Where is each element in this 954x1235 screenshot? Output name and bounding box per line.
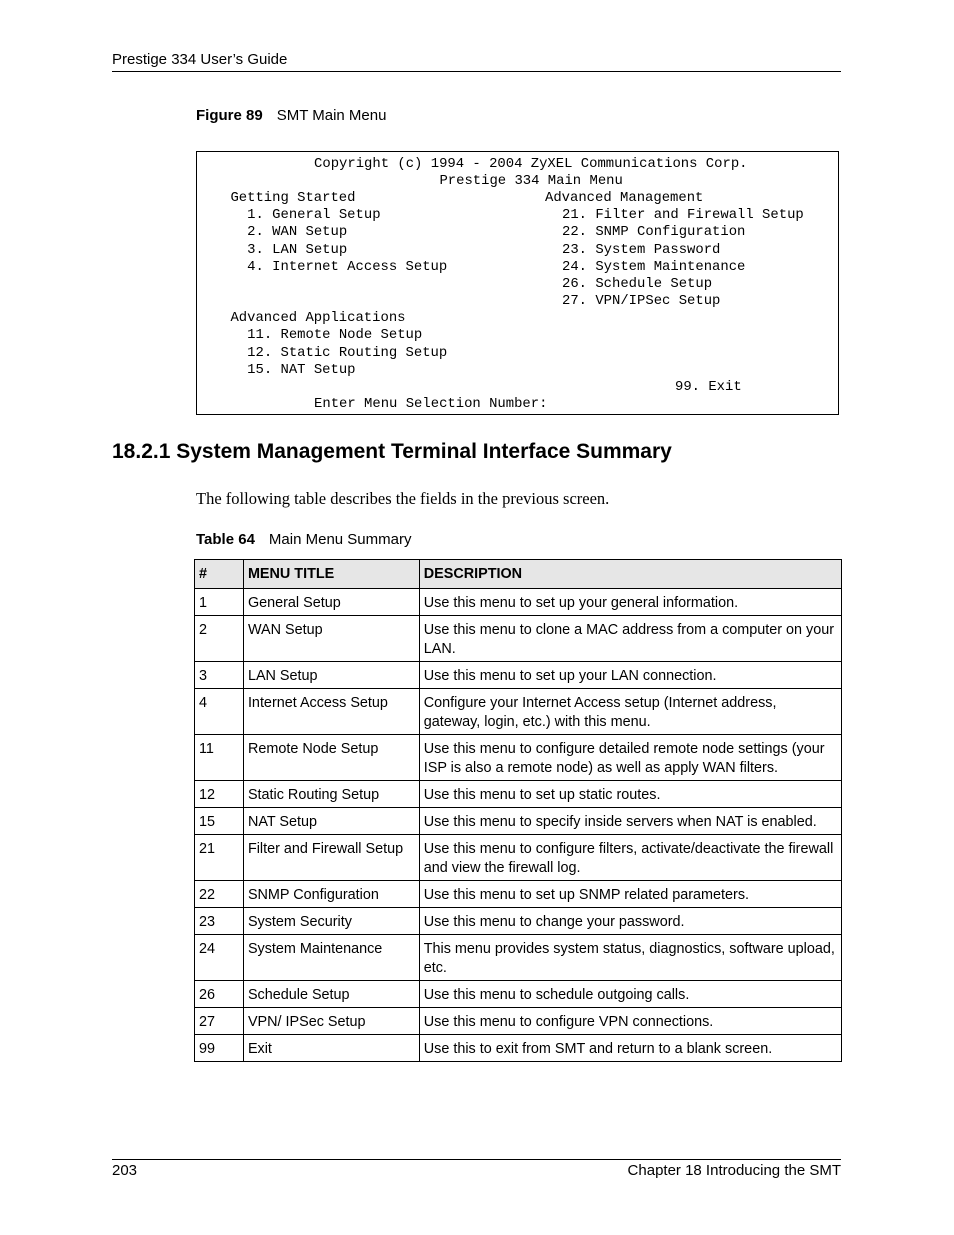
cell-number: 24 — [195, 935, 244, 981]
terminal-line: 22. SNMP Configuration — [562, 224, 746, 240]
smt-main-menu-screen — [196, 151, 839, 415]
page-number: 203 — [112, 1162, 138, 1179]
terminal-line: 2. WAN Setup — [247, 224, 348, 240]
cell-description: Use this menu to set up your general information. — [419, 589, 841, 616]
figure-title: SMT Main Menu — [276, 107, 387, 124]
figure-caption — [196, 107, 386, 124]
main-menu-summary-table — [194, 559, 842, 1062]
cell-menu-title: Filter and Firewall Setup — [243, 835, 419, 881]
terminal-line: 3. LAN Setup — [247, 242, 348, 258]
cell-description: Use this menu to clone a MAC address from a computer on your LAN. — [419, 616, 841, 662]
cell-description: Use this menu to set up your LAN connection. — [419, 662, 841, 689]
cell-description: Use this menu to set up SNMP related parameters. — [419, 881, 841, 908]
chapter-title: Chapter 18 Introducing the SMT — [627, 1162, 841, 1179]
figure-label: Figure 89 — [196, 107, 263, 124]
cell-description: Use this menu to configure filters, activate/deactivate the firewall and view the firewall log. — [419, 835, 841, 881]
terminal-line: Advanced Management — [545, 190, 704, 206]
terminal-line: 1. General Setup — [247, 207, 381, 223]
cell-description: Use this menu to configure detailed remote node settings (your ISP is also a remote node) as well as apply WAN filters. — [419, 735, 841, 781]
cell-number: 4 — [195, 689, 244, 735]
cell-number: 99 — [195, 1035, 244, 1062]
cell-description: Use this menu to configure VPN connections. — [419, 1008, 841, 1035]
terminal-line: Advanced Applications — [230, 310, 406, 326]
table-row — [195, 835, 842, 881]
table-row — [195, 1008, 842, 1035]
section-heading: 18.2.1 System Management Terminal Interface Summary — [112, 440, 672, 463]
cell-number: 21 — [195, 835, 244, 881]
terminal-line: 11. Remote Node Setup — [247, 327, 423, 343]
cell-number: 23 — [195, 908, 244, 935]
terminal-prompt: Enter Menu Selection Number: — [314, 396, 548, 412]
cell-description: Use this menu to schedule outgoing calls. — [419, 981, 841, 1008]
cell-menu-title: Remote Node Setup — [243, 735, 419, 781]
header-rule — [112, 71, 841, 72]
running-header: Prestige 334 User’s Guide — [112, 51, 288, 68]
cell-number: 15 — [195, 808, 244, 835]
cell-number: 11 — [195, 735, 244, 781]
cell-menu-title: LAN Setup — [243, 662, 419, 689]
cell-description: Use this menu to change your password. — [419, 908, 841, 935]
cell-description: This menu provides system status, diagnostics, software upload, etc. — [419, 935, 841, 981]
table-row — [195, 908, 842, 935]
table-title: Main Menu Summary — [268, 531, 412, 548]
terminal-line: Copyright (c) 1994 - 2004 ZyXEL Communications Corp. — [314, 156, 748, 172]
terminal-line: 15. NAT Setup — [247, 362, 356, 378]
cell-menu-title: Exit — [243, 1035, 419, 1062]
table-row — [195, 781, 842, 808]
table-header-row — [195, 560, 842, 589]
cell-menu-title: Internet Access Setup — [243, 689, 419, 735]
cell-menu-title: VPN/ IPSec Setup — [243, 1008, 419, 1035]
cell-number: 26 — [195, 981, 244, 1008]
terminal-line: Getting Started — [230, 190, 356, 206]
cell-description: Use this menu to set up static routes. — [419, 781, 841, 808]
table-row — [195, 589, 842, 616]
cell-description: Use this to exit from SMT and return to a blank screen. — [419, 1035, 841, 1062]
terminal-line: 21. Filter and Firewall Setup — [562, 207, 804, 223]
table-row — [195, 1035, 842, 1062]
column-header-menu-title: MENU TITLE — [243, 560, 419, 589]
table-label: Table 64 — [196, 531, 255, 548]
column-header-description: DESCRIPTION — [419, 560, 841, 589]
cell-menu-title: Schedule Setup — [243, 981, 419, 1008]
terminal-line: 12. Static Routing Setup — [247, 345, 448, 361]
table-row — [195, 689, 842, 735]
cell-description: Use this menu to specify inside servers when NAT is enabled. — [419, 808, 841, 835]
table-caption — [196, 531, 411, 548]
cell-menu-title: SNMP Configuration — [243, 881, 419, 908]
terminal-line: 23. System Password — [562, 242, 721, 258]
cell-number: 12 — [195, 781, 244, 808]
cell-menu-title: NAT Setup — [243, 808, 419, 835]
table-row — [195, 808, 842, 835]
terminal-line: Prestige 334 Main Menu — [439, 173, 623, 189]
column-header-number: # — [195, 560, 244, 589]
terminal-line: 24. System Maintenance — [562, 259, 746, 275]
terminal-line: 26. Schedule Setup — [562, 276, 713, 292]
table-row — [195, 981, 842, 1008]
terminal-line: 4. Internet Access Setup — [247, 259, 448, 275]
table-row — [195, 735, 842, 781]
cell-menu-title: WAN Setup — [243, 616, 419, 662]
cell-description: Configure your Internet Access setup (Internet address, gateway, login, etc.) with this menu. — [419, 689, 841, 735]
intro-paragraph: The following table describes the fields in the previous screen. — [196, 489, 610, 508]
table-row — [195, 662, 842, 689]
cell-number: 2 — [195, 616, 244, 662]
cell-menu-title: Static Routing Setup — [243, 781, 419, 808]
cell-number: 3 — [195, 662, 244, 689]
terminal-exit-line: 99. Exit — [675, 379, 742, 395]
table-row — [195, 935, 842, 981]
footer-rule — [112, 1159, 841, 1160]
cell-menu-title: System Security — [243, 908, 419, 935]
terminal-line: 27. VPN/IPSec Setup — [562, 293, 721, 309]
cell-number: 27 — [195, 1008, 244, 1035]
cell-number: 22 — [195, 881, 244, 908]
table-row — [195, 616, 842, 662]
table-row — [195, 881, 842, 908]
cell-menu-title: System Maintenance — [243, 935, 419, 981]
cell-number: 1 — [195, 589, 244, 616]
cell-menu-title: General Setup — [243, 589, 419, 616]
